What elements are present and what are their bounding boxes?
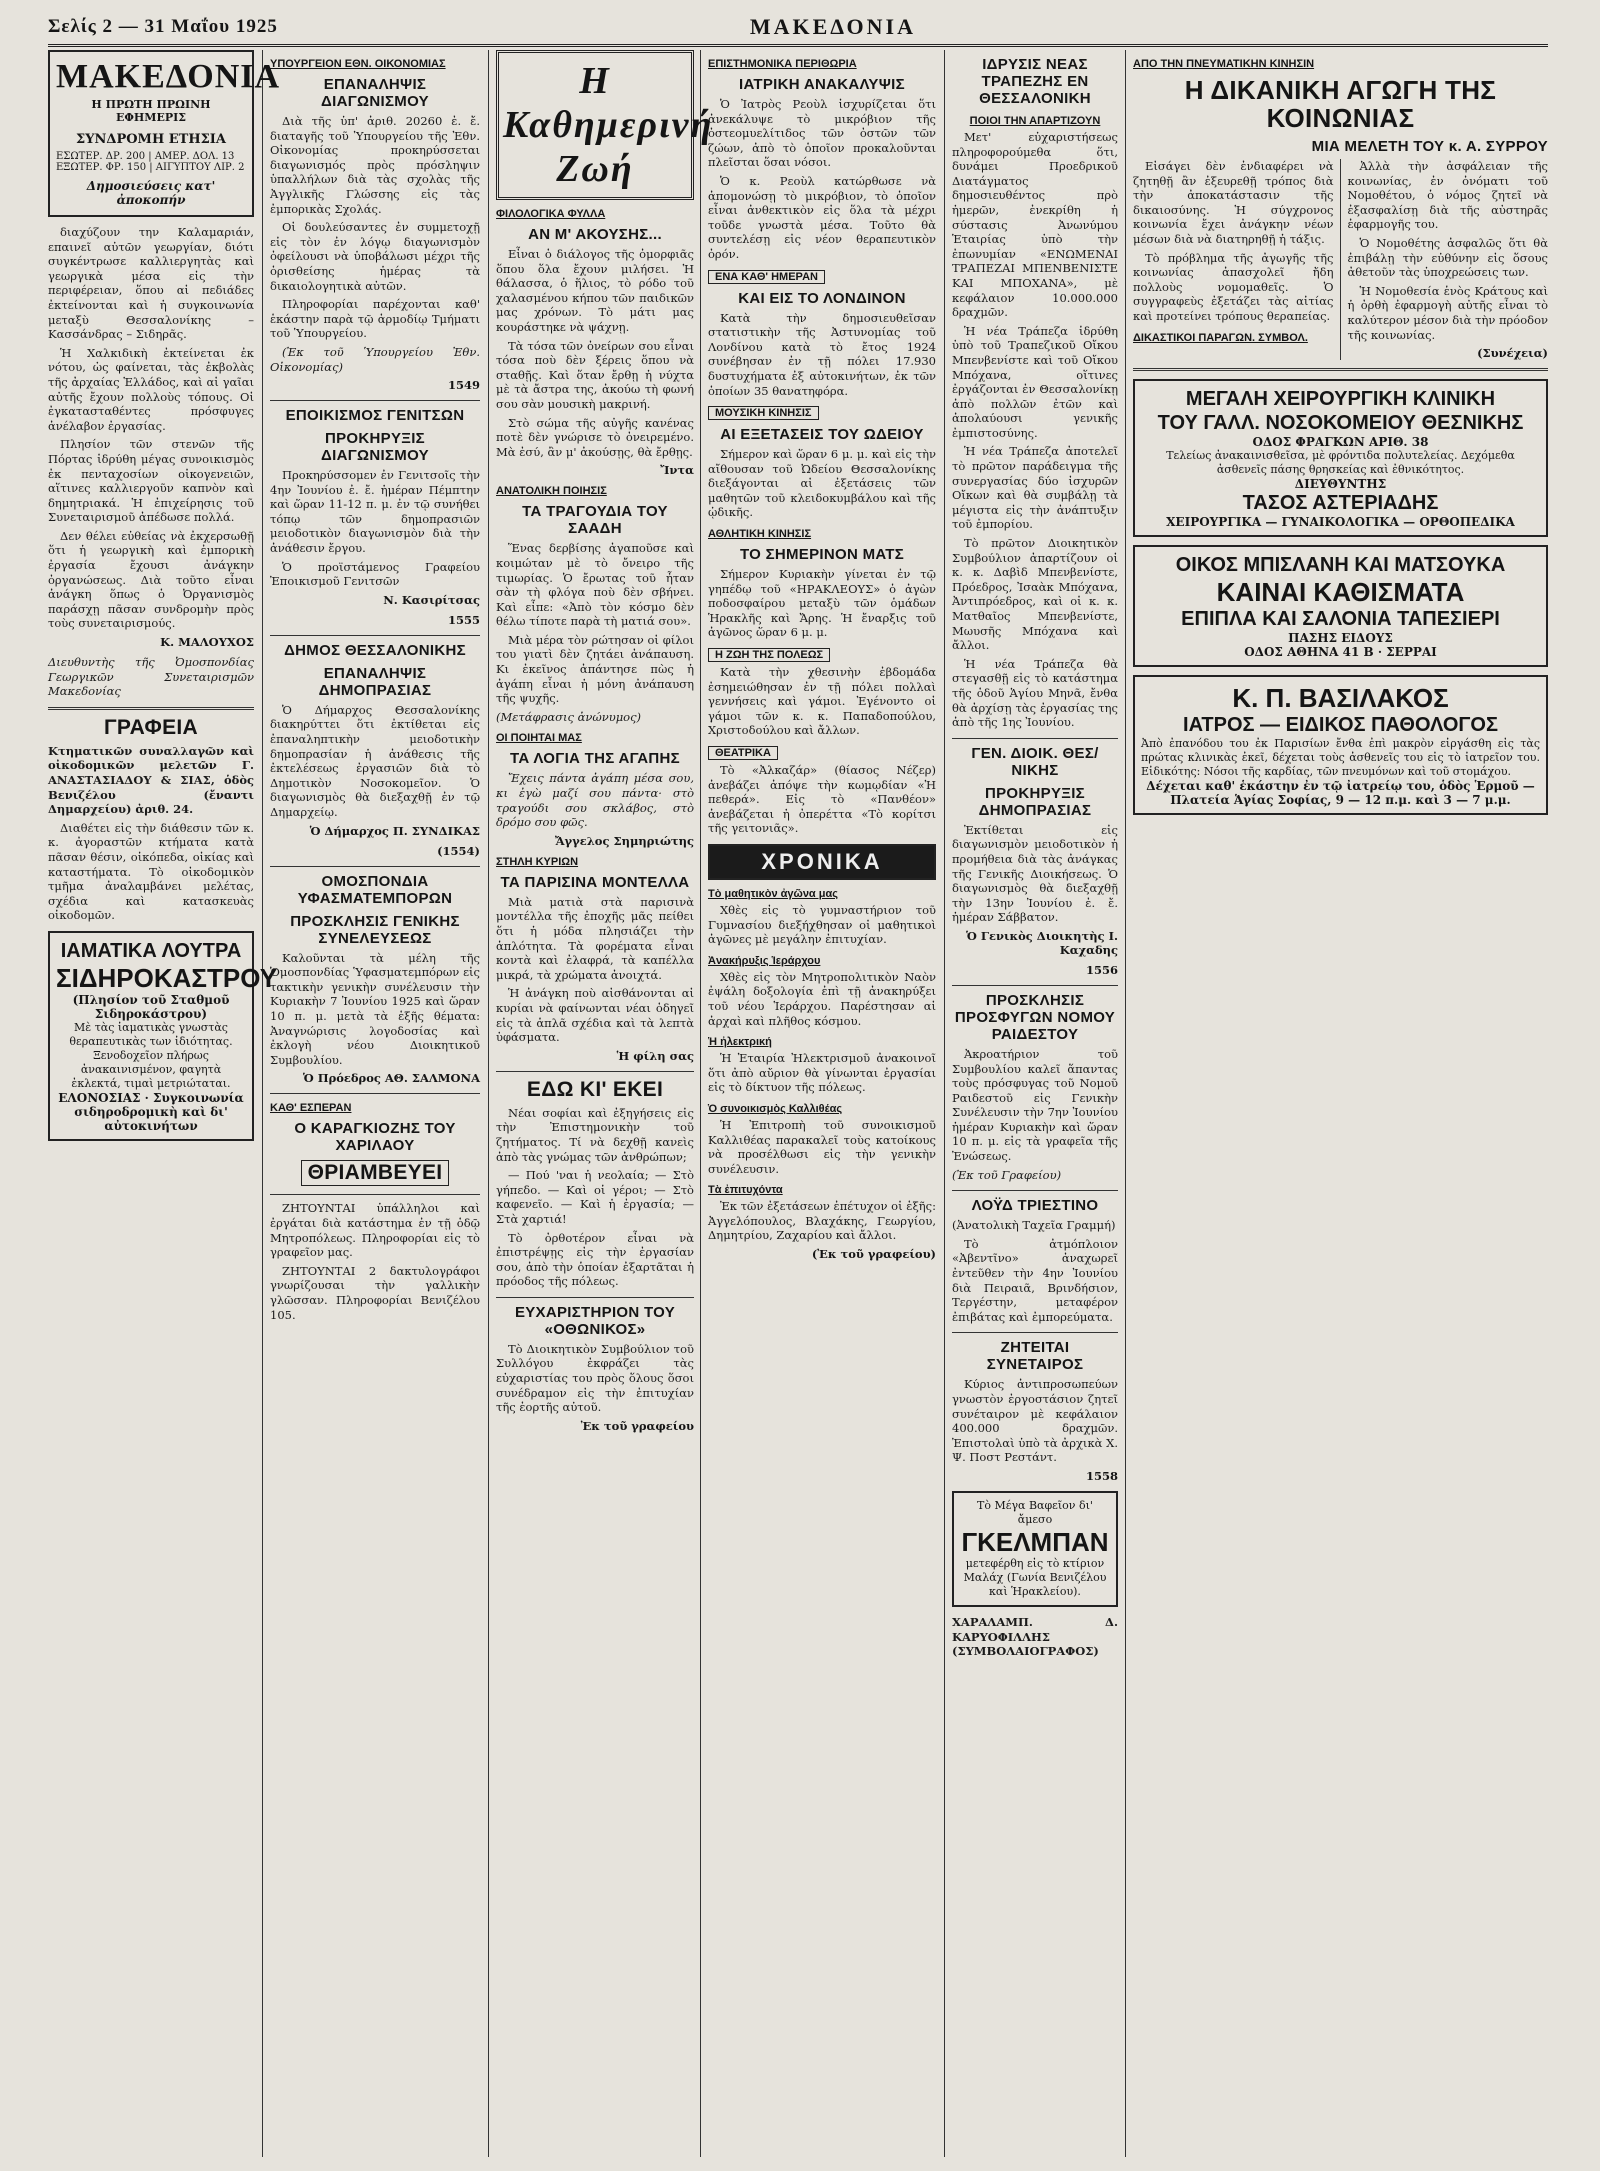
article-paragraph: Προκηρύσσομεν ἐν Γενιτσοῖς τὴν 4ην Ἰουνίου ἐ. ἔ. ἡμέραν Πέμπτην καὶ ὥραν 11-12 π. μ. ἐν τῷ συνήθει τόπῳ τῶν δημοπρασιῶν μειοδοτικὸν διαγωνισμὸν διὰ τὴν ἀνάθεσιν ἔργου. bbox=[270, 468, 480, 556]
news-item-title: Ἀνακήρυξις Ἱεράρχου bbox=[708, 954, 821, 967]
ad-subtitle: ΠΑΣΗΣ ΕΙΔΟΥΣ bbox=[1288, 631, 1393, 646]
article-paragraph: Τὸ πρῶτον Διοικητικὸν Συμβούλιον ἀπαρτίζουν οἱ κ. κ. Δαβὶδ Μπενβενίστε, Πρόεδρος, Ἰσαὰκ Μπόχανα, Ἀντιπρόεδρος, καὶ οἱ κ. κ. Ματθαῖος Μπενβενίστε, Μωυσῆς Μπόχανα καὶ ἄλλοι. bbox=[952, 536, 1118, 653]
page-label: Σελίς 2 — 31 Μαΐου 1925 bbox=[48, 16, 278, 37]
article-paragraph: Τὸ ἀτμόπλοιον «Ἀβεντῖνο» ἀναχωρεῖ ἐντεῦθεν τὴν 4ην Ἰουνίου διὰ Πειραιᾶ, Βρινδήσιον, Τεργέστην, μεταφέρον ἐπιβάτας καὶ ἐμπορεύματα. bbox=[952, 1236, 1118, 1324]
article-signature: Ἡ φίλη σας bbox=[616, 1048, 694, 1063]
nameplate bbox=[48, 50, 281, 217]
ad-subtitle: (Πλησίον τοῦ Σταθμοῦ Σιδηροκάστρου) bbox=[72, 992, 230, 1021]
ad-label: ΔΙΕΥΘΥΝΤΗΣ bbox=[1294, 477, 1387, 492]
column-4 bbox=[708, 50, 936, 2157]
article-paragraph: Ὁ Νομοθέτης ἀσφαλῶς ὅτι θὰ ἐπιβάλῃ τὴν εὐθύνην εἰς ὅσους ἀθετοῦν τὰς ὑποχρεώσεις των. bbox=[1347, 235, 1548, 280]
article-signature: Ὁ Γενικὸς Διοικητὴς Ι. Καχαδης bbox=[966, 928, 1118, 957]
article-paragraph: Ὁ Δήμαρχος Θεσσαλονίκης διακηρύττει ὅτι ἐκτίθεται εἰς ἐπαναληπτικὴν μειοδοτικὴν δημοπρασίαν ἡ ἀνάθεσις τῆς ἐκτελέσεως ἐργασιῶν διὰ τὸ Δημοτικὸν Νοσοκομεῖον. Ὁ διαγωνισμὸς θὰ διεξαχθῇ ἐν τῷ Δημαρχείῳ. bbox=[270, 702, 480, 819]
section-kicker: ΟΙ ΠΟΙΗΤΑΙ ΜΑΣ bbox=[496, 732, 582, 745]
article-signature: Ν. Κασιρίτσας bbox=[383, 592, 480, 607]
ad-name: ΓΚΕΛΜΠΑΝ bbox=[961, 1526, 1109, 1557]
article-paragraph: Ὁ Ἰατρὸς Ρεοὺλ ἰσχυρίζεται ὅτι ἀνεκάλυψε τὸ μικρόβιον τῆς ὀστεομυελίτιδος τῶν ὀστῶν τῶν ζώων, ἀπὸ τὸ ὁποῖον προκαλοῦνται πλεῖσται ὅσαι νόσοι. bbox=[708, 97, 936, 170]
article-headline: ΓΕΝ. ΔΙΟΙΚ. ΘΕΣ/ΝΙΚΗΣ bbox=[971, 744, 1099, 779]
article-paragraph: Διὰ τῆς ὑπ' ἀριθ. 20260 ἐ. ἔ. διαταγῆς τοῦ Ὑπουργείου τῆς Ἐθν. Οἰκονομίας προκηρύσσεται διαγωνισμός πρὸς πρόσληψιν ὑπαλλήλων διὰ τὰς σχολὰς τῆς Ἀγγλικῆς Γλώσσης εἰς τὰς ἐμπορικὰς Σχολάς. bbox=[270, 114, 480, 216]
ad-footer: ΧΕΙΡΟΥΡΓΙΚΑ — ΓΥΝΑΙΚΟΛΟΓΙΚΑ — ΟΡΘΟΠΕΔΙΚΑ bbox=[1166, 515, 1515, 530]
section-kicker bbox=[708, 648, 936, 662]
article-headline: Ο ΚΑΡΑΓΚΙΟΖΗΣ ΤΟΥ ΧΑΡΙΛΑΟΥ bbox=[294, 1120, 456, 1155]
boxed-kicker: ΕΝΑ ΚΑΘ' ΗΜΕΡΑΝ bbox=[708, 270, 825, 284]
subscription-line: ΕΣΩΤΕΡ. ΔΡ. 200 | ΑΜΕΡ. ΔΟΛ. 13 bbox=[56, 151, 235, 162]
article-body bbox=[1133, 159, 1548, 360]
furniture-ad bbox=[1133, 545, 1548, 667]
ad-name: Κ. Π. ΒΑΣΙΛΑΚΟΣ bbox=[1232, 683, 1449, 714]
ad-title: ΙΑΜΑΤΙΚΑ ΛΟΥΤΡΑ bbox=[60, 939, 242, 962]
article-source: (Ἐκ τοῦ Γραφείου) bbox=[952, 1167, 1062, 1182]
ad-title: ΜΕΓΑΛΗ ΧΕΙΡΟΥΡΓΙΚΗ ΚΛΙΝΙΚΗ bbox=[1185, 388, 1496, 411]
article-paragraph: Τὸ ὀρθοτέρον εἶναι νὰ ἐπιστρέψῃς εἰς τὴν ἐργασίαν σου, ἀπὸ τὴν ὁποίαν ἐξαρτᾶται ἡ πρόοδος τῆς πόλεως. bbox=[496, 1230, 694, 1289]
ad-text: Ἀπὸ ἐπανόδου του ἐκ Παρισίων ἔνθα ἐπὶ μακρὸν εἰργάσθη εἰς τὰς πρώτας κλινικὰς ἐκεῖ, δέχεται τοὺς ἀσθενεῖς του εἰς τὸ ἰατρεῖον του. Εἰδικότης: Νόσοι τῆς καρδίας, τῶν πνευμόνων καὶ τοῦ στομάχου. bbox=[1141, 737, 1540, 779]
news-item-title: Ὁ συνοικισμὸς Καλλιθέας bbox=[708, 1102, 843, 1115]
boxed-headline: ΘΡΙΑΜΒΕΥΕΙ bbox=[301, 1160, 450, 1186]
section-kicker bbox=[708, 406, 936, 420]
dyeworks-ad bbox=[952, 1491, 1118, 1607]
article-headline: ΖΗΤΕΙΤΑΙ ΣΥΝΕΤΑΙΡΟΣ bbox=[986, 1339, 1084, 1374]
ad-signature: ΧΑΡΑΛΑΜΠ. Δ. ΚΑΡΥΟΦΙΛΛΗΣ (ΣΥΜΒΟΛΑΙΟΓΡΑΦΟΣ) bbox=[952, 1614, 1118, 1659]
news-item-title: Ἡ ἠλεκτρική bbox=[708, 1036, 772, 1049]
article-headline: ΑΝ Μ' ΑΚΟΥΣΗΣ... bbox=[528, 226, 662, 243]
article-paragraph: Ἡ ἀνάγκη ποὺ αἰσθάνονται αἱ κυρίαι νὰ φαίνωνται νέαι ὁδηγεῖ εἰς τὰ ἁπλᾶ σχέδια καὶ τὰ λεπτὰ ὑφάσματα. bbox=[496, 986, 694, 1045]
divider bbox=[952, 985, 1118, 986]
section-banner: ΧΡΟΝΙΚΑ bbox=[708, 844, 936, 880]
article-signature: Κ. ΜΑΛΟΥΧΟΣ bbox=[160, 635, 254, 650]
classified-ad: ΖΗΤΟΥΝΤΑΙ ὑπάλληλοι καὶ ἐργάται διὰ κατάστημα ἐν τῇ ὁδῷ Μητροπόλεως. Πληροφορίαι εἰς τὸ γραφεῖον μας. bbox=[270, 1201, 480, 1260]
masthead bbox=[48, 10, 1548, 47]
article-paragraph: Ἐκτίθεται εἰς διαγωνισμὸν μειοδοτικὸν ἡ προμήθεια διὰ τὰς ἀνάγκας τῆς Γενικῆς Διοικήσεως. Ὁ διαγωνισμὸς θὰ διεξαχθῇ τὴν 13ην Ἰουνίου ἐ. ἔ. ἡμέραν Σάββατον. bbox=[952, 822, 1118, 925]
divider bbox=[270, 866, 480, 867]
article-paragraph: Τὸ πρόβλημα τῆς ἀγωγῆς τῆς κοινωνίας ἀπασχολεῖ ἤδη πολλοὺς νομομαθεῖς. Ὁ συγγραφεὺς ἐξετάζει τὰς αἰτίας καὶ προτείνει τρόπους θεραπείας. bbox=[1133, 250, 1334, 323]
article-paragraph: Τὰ τόσα τῶν ὀνείρων σου εἶναι τόσα ποὺ δὲν ξέρεις ὅπου νὰ σταθῇς. Καὶ ὅταν ἔρθῃ ἡ νύχτα μὲ τὰ ἄστρα της, ἀκούω τὴ φωνή σου σὰν μουσικὴ μακρινή. bbox=[496, 338, 694, 411]
article-headline bbox=[270, 1160, 480, 1186]
ad-footer: ΕΛΟΝΟΣΙΑΣ · Συγκοινωνία σιδηροδρομικὴ καὶ δι' αὐτοκινήτων bbox=[58, 1090, 244, 1133]
article-paragraph: Σήμερον καὶ ὥραν 6 μ. μ. καὶ εἰς τὴν αἴθουσαν τοῦ Ὠδείου Θεσσαλονίκης διεξάγονται αἱ ἐξετάσεις τῶν μαθητῶν τοῦ κλειδοκυμβάλου καὶ τῆς ᾠδικῆς. bbox=[708, 447, 936, 520]
notice-number: 1558 bbox=[1085, 1468, 1118, 1483]
masthead-title: ΜΑΚΕΔΟΝΙΑ bbox=[749, 14, 916, 39]
boxed-kicker: ΜΟΥΣΙΚΗ ΚΙΝΗΣΙΣ bbox=[708, 406, 819, 420]
article-headline: ΔΗΜΟΣ ΘΕΣΣΑΛΟΝΙΚΗΣ bbox=[284, 641, 466, 659]
article-signature: Ἄγγελος Σημηριώτης bbox=[554, 833, 694, 848]
article-paragraph: Κατὰ τὴν χθεσινὴν ἐβδομάδα ἐσημειώθησαν ἐν τῇ πόλει πολλαὶ γεννήσεις καὶ γάμοι. Ἐγένοντο οἱ γάμοι τῶν κ. κ. Παπαδοπούλου, Χριστοδούλου καὶ ἄλλων. bbox=[708, 665, 936, 738]
article-subheadline: ΠΟΙΟΙ ΤΗΝ ΑΠΑΡΤΙΖΟΥΝ bbox=[969, 115, 1101, 127]
article-signature: (Ἐκ τοῦ γραφείου) bbox=[811, 1247, 936, 1262]
news-item-text: Χθὲς εἰς τὸ γυμναστήριον τοῦ Γυμνασίου διεξήχθησαν οἱ μαθητικοὶ ἀγῶνες μὲ μεγάλην ἐπιτυχίαν. bbox=[708, 902, 936, 947]
ad-text: Τελείως ἀνακαινισθεῖσα, μὲ φρόντιδα πολυτελείας. Δεχόμεθα ἀσθενεῖς πάσης θρησκείας καὶ ἐθνικότητος. bbox=[1166, 449, 1515, 477]
ad-pretext: Τὸ Μέγα Βαφεῖον δι' ἄμεσο bbox=[977, 1498, 1093, 1526]
article-paragraph: Εἶναι ὁ διάλογος τῆς ὀμορφιᾶς ὅπου ὅλα ἔχουν μιλήσει. Ἡ θάλασσα, ὁ ἥλιος, τὸ ρόδο τοῦ χαλασμένου κήπου τῶν παιδικῶν μας χρόνων. Τὸ μάτι μας κουράστηκε νὰ ψάχνῃ. bbox=[496, 247, 694, 334]
ad-name: ΣΙΔΗΡΟΚΑΣΤΡΟΥ bbox=[56, 962, 278, 993]
article-paragraph: Ἡ νέα Τράπεζα ἀποτελεῖ τὸ πρῶτον παράδειγμα τῆς συνεργασίας δύο ἰσχυρῶν Οἴκων καὶ θὰ συμβάλῃ τὰ μέγιστα εἰς τὴν ἀνάπτυξιν τοῦ ἐμπορίου. bbox=[952, 444, 1118, 532]
divider bbox=[952, 1332, 1118, 1333]
section-kicker: ΣΤΗΛΗ ΚΥΡΙΩΝ bbox=[496, 855, 579, 868]
divider bbox=[496, 1071, 694, 1072]
article-source: (Ἐκ τοῦ Ὑπουργείου Ἐθν. Οἰκονομίας) bbox=[270, 344, 480, 374]
news-item-text: Ἡ Ἐπιτροπὴ τοῦ συνοικισμοῦ Καλλιθέας παρακαλεῖ τοὺς κατοίκους νὰ προσέλθωσι εἰς τὴν γενικὴν συνέλευσιν. bbox=[708, 1117, 936, 1176]
divider bbox=[270, 635, 480, 636]
article-paragraph: Τὸ Διοικητικὸν Συμβούλιον τοῦ Συλλόγου ἐκφράζει τὰς εὐχαριστίας του πρὸς ὅλους ὅσοι συνέδραμον εἰς τὴν ἐπιτυχίαν τῆς ἑορτῆς αὐτοῦ. bbox=[496, 1341, 694, 1415]
ad-text: μετεφέρθη εἰς τὸ κτίριον Μαλάχ (Γωνία Βενιζέλου καὶ Ἡρακλείου). bbox=[963, 1556, 1107, 1598]
article-signature: Ἐκ τοῦ γραφείου bbox=[580, 1418, 694, 1433]
article-paragraph: Μιὰ μέρα τὸν ρώτησαν οἱ φίλοι του γιατὶ δὲν ζητάει ἀνάπαυση. Κι ἐκεῖνος ἀπάντησε πὼς ἡ ἀγάπη εἶναι ἡ μόνη ἀνάπαυση τῆς ψυχῆς. bbox=[496, 632, 694, 706]
article-paragraph: Ὁ κ. Ρεοὺλ κατώρθωσε νὰ ἀπομονώσῃ τὸ μικρόβιον, τὸ ὁποῖον εἶναι ἀνθεκτικὸν εἰς ὅλα τὰ μέχρι τοῦδε γνωστὰ μέσα. Τοῦτο θὰ συντελέσῃ εἰς νέον θεραπευτικὸν ὀρόν. bbox=[708, 173, 936, 261]
ad-address: ΟΔΟΣ ΑΘΗΝΑ 41 Β · ΣΕΡΡΑΙ bbox=[1244, 645, 1437, 660]
ad-text: Διαθέτει εἰς τὴν διάθεσιν τῶν κ. κ. ἀγοραστῶν κτήματα κατὰ πᾶσαν θέσιν, οἰκόπεδα, οἰκίας καὶ καταστήματα. Τὸ οἰκοδομικὸν τμῆμα ἀναλαμβάνει μελέτας, σχέδια καὶ κατασκευὰς οἰκοδομῶν. bbox=[48, 820, 254, 923]
ad-name: ΚΑΙΝΑΙ ΚΑΘΙΣΜΑΤΑ bbox=[1216, 577, 1465, 608]
section-kicker: ΑΘΛΗΤΙΚΗ ΚΙΝΗΣΙΣ bbox=[708, 528, 812, 541]
section-kicker: ΕΠΙΣΤΗΜΟΝΙΚΑ ΠΕΡΙΘΩΡΙΑ bbox=[708, 58, 857, 70]
article-paragraph: Καλοῦνται τὰ μέλη τῆς Ὁμοσπονδίας Ὑφασματεμπόρων εἰς τακτικὴν γενικὴν συνέλευσιν τὴν Κυριακὴν 7 Ἰουνίου 1925 καὶ ὥραν 10 π. μ. μετὰ τὰ ἑξῆς θέματα: Ἀναγνώρισις λογοδοσίας καὶ ἐκλογὴ νέου Διοικητικοῦ Συμβουλίου. bbox=[270, 950, 480, 1067]
article-headline: ΕΠΑΝΑΛΗΨΙΣ ΔΙΑΓΩΝΙΣΜΟΥ bbox=[321, 76, 429, 110]
article-paragraph: Νέαι σοφίαι καὶ ἐξηγήσεις εἰς τὴν Ἐπιστημονικὴν τοῦ ζητήματος. Τί νὰ δεχθῇ κανεὶς ἀπὸ τὰς γνώμας τῶν ἀνθρώπων; bbox=[496, 1105, 694, 1164]
article-paragraph: Ἕνας δερβίσης ἀγαποῦσε καὶ κοιμώταν μὲ τὸ ὄνειρο τῆς τιμωρίας. Ὁ ἔρωτας τοῦ ἦταν σὰν τὴ φλόγα ποὺ δὲν σβήνει. Καὶ εἶπε: «Ἀπὸ τὸν κόσμο δὲν θέλω τίποτε παρὰ τὴ ματιά σου». bbox=[496, 541, 694, 629]
boxed-kicker: ΘΕΑΤΡΙΚΑ bbox=[708, 746, 778, 760]
article-source: (Μετάφρασις ἀνώνυμος) bbox=[496, 709, 642, 724]
article-paragraph: Μετ' εὐχαριστήσεως πληροφορούμεθα ὅτι, δυνάμει Προεδρικοῦ Διατάγματος δημοσιευθέντος πρὸ ἡμερῶν, ἐνεκρίθη ἡ σύστασις Ἀνωνύμου Ἑταιρίας ὑπὸ τὴν ἐπωνυμίαν «ΕΝΩΜΕΝΑΙ ΤΡΑΠΕΖΑΙ ΜΠΕΝΒΕΝΙΣΤΕ ΚΑΙ ΜΠΟΧΑΝΑ», μὲ κεφάλαιον 10.000.000 δραχμῶν. bbox=[952, 130, 1118, 320]
doctor-ad bbox=[1133, 675, 1548, 815]
news-item-text: Ἐκ τῶν ἐξετάσεων ἐπέτυχον οἱ ἑξῆς: Ἀγγελόπουλος, Βλαχάκης, Γεωργίου, Δημητρίου, Ζαχαρίου καὶ ἄλλοι. bbox=[708, 1199, 936, 1243]
ad-footer: Δέχεται καθ' ἑκάστην ἐν τῷ ἰατρείῳ του, ὁδὸς Ἑρμοῦ — Πλατεία Ἁγίας Σοφίας, 9 — 12 π.μ. καὶ 3 — 7 μ.μ. bbox=[1146, 779, 1535, 808]
ad-title: ΙΑΤΡΟΣ — ΕΙΔΙΚΟΣ ΠΑΘΟΛΟΓΟΣ bbox=[1183, 714, 1498, 737]
nameplate-note: Δημοσιεύσεις κατ' ἀποκοπήν bbox=[86, 179, 216, 207]
article-subheadline: ΕΠΑΝΑΛΗΨΙΣ ΔΗΜΟΠΡΑΣΙΑΣ bbox=[318, 664, 432, 699]
nameplate-title: ΜΑΚΕΔΟΝΙΑ bbox=[56, 58, 281, 95]
article-paragraph: Στὸ σώμα τῆς αὐγῆς κανένας ποτὲ δὲν γνώρισε τὸ ὀνειρεμένο. Μὰ ἐσύ, ἂν μ' ἀκούσῃς, θὰ ἔρθῃς. bbox=[496, 415, 694, 459]
article-paragraph: Ἀλλὰ τὴν ἀσφάλειαν τῆς κοινωνίας, ἐν ὀνόματι τοῦ Νομοθέτου, ὁ νόμος ζητεῖ νὰ ἐξασφαλίσῃ διὰ τῆς αὐστηρᾶς ἐφαρμογῆς του. bbox=[1347, 159, 1548, 232]
article-headline: ΕΥΧΑΡΙΣΤΗΡΙΟΝ ΤΟΥ «ΟΘΩΝΙΚΟΣ» bbox=[514, 1303, 676, 1338]
section-kicker bbox=[708, 270, 936, 284]
article-headline: ΠΡΟΣΚΛΗΣΙΣ ΠΡΟΣΦΥΓΩΝ ΝΟΜΟΥ ΡΑΙΔΕΣΤΟΥ bbox=[954, 991, 1116, 1043]
article-paragraph: Τὸ «Ἀλκαζάρ» (θίασος Νέζερ) ἀνεβάζει ἀπόψε τὴν κωμῳδίαν «Ἡ πεθερά». Εἰς τὸ «Πανθέον» ἀνεβάζεται ἡ ὀπερέττα «Τὸ κορίτσι τῆς γειτονιᾶς». bbox=[708, 763, 936, 836]
article-paragraph: Κατὰ τὴν δημοσιευθεῖσαν στατιστικὴν τῆς Ἀστυνομίας τοῦ Λονδίνου κατὰ τὸ ἔτος 1924 συνέβησαν ἐν τῇ πόλει 17.930 δυστυχήματα ἐξ αὐτοκινήτων, ἐκ τῶν ὁποίων 35 θανατηφόρα. bbox=[708, 310, 936, 398]
poem: Ἔχεις πάντα ἀγάπη μέσα σου, κι ἐγὼ μαζί σου πάντα· στὸ τραγούδι σου σκλάβος, στὸ δρόμο σου φῶς. bbox=[496, 771, 694, 830]
ad-title: ΟΙΚΟΣ ΜΠΙΣΛΑΝΗ ΚΑΙ ΜΑΤΣΟΥΚΑ bbox=[1175, 554, 1506, 577]
ad-title: ΕΠΙΠΛΑ ΚΑΙ ΣΑΛΟΝΙΑ ΤΑΠΕΣΙΕΡΙ bbox=[1181, 608, 1500, 631]
subscription-title: ΣΥΝΔΡΟΜΗ ΕΤΗΣΙΑ bbox=[76, 132, 226, 147]
article-paragraph: Ὁ προϊστάμενος Γραφείου Ἐποικισμοῦ Γενιτσῶν bbox=[270, 559, 480, 589]
article-paragraph: Μιὰ ματιὰ στὰ παρισινὰ μοντέλλα τῆς ἐποχῆς μᾶς πείθει ὅτι ἡ μόδα πλησιάζει τὴν ἁπλότητα. Τὰ φορέματα εἶναι κοντὰ καὶ ἐλαφρά, τὰ καπέλλα μικρά, τὰ χρώματα ἀνοιχτά. bbox=[496, 894, 694, 982]
divider bbox=[952, 1190, 1118, 1191]
article-paragraph: Ἡ Νομοθεσία ἑνὸς Κράτους καὶ ἡ ὀρθὴ ἐφαρμογὴ αὐτῆς εἶναι τὸ καλύτερον μέσον διὰ τὴν πρόοδον τῆς κοινωνίας. bbox=[1347, 283, 1548, 342]
article-paragraph: — Πού 'ναι ἡ νεολαία; — Στὸ γήπεδο. — Καὶ οἱ γέροι; — Στὸ καφενεῖο. — Καὶ ἡ ἐργασία; — Στὰ χαρτιά! bbox=[496, 1168, 694, 1226]
ad-heading: ΓΡΑΦΕΙΑ bbox=[103, 715, 199, 739]
baths-ad bbox=[48, 931, 278, 1141]
article-paragraph: Πληροφορίαι παρέχονται καθ' ἑκάστην παρὰ τῷ ἁρμοδίῳ Τμήματι τοῦ Ὑπουργείου. bbox=[270, 297, 480, 341]
article-subheadline: (Ἀνατολικὴ Ταχεῖα Γραμμή) bbox=[952, 1218, 1116, 1233]
divider bbox=[270, 1194, 480, 1195]
news-item-title: Τὸ μαθητικὸν ἀγῶνα μας bbox=[708, 887, 838, 900]
article-signature: Ὁ Πρόεδρος ΑΘ. ΣΑΛΜΟΝΑ bbox=[302, 1071, 480, 1086]
article-headline: ΑΙ ΕΞΕΤΑΣΕΙΣ ΤΟΥ ΩΔΕΙΟΥ bbox=[720, 426, 924, 444]
article-subheadline: ΠΡΟΚΗΡΥΞΙΣ ΔΗΜΟΠΡΑΣΙΑΣ bbox=[978, 784, 1092, 819]
news-item-title: Τὰ ἐπιτυχόντα bbox=[708, 1184, 783, 1197]
divider bbox=[1133, 368, 1548, 371]
article-paragraph: Ἀκροατήριον τοῦ Συμβουλίου καλεῖ ἅπαντας τοὺς πρόσφυγας τοῦ Νομοῦ Ραιδεστοῦ εἰς Γενικὴν Συνέλευσιν τὴν 7ην Ἰουνίου ἡμέραν Κυριακὴν καὶ ὥραν 10 π. μ. εἰς τὰ γραφεῖα τῆς Ἐνώσεως. bbox=[952, 1046, 1118, 1164]
signature-role: Διευθυντὴς τῆς Ὀμοσπονδίας Γεωργικῶν Συνεταιρισμῶν Μακεδονίας bbox=[48, 655, 254, 699]
article-headline: ΤΟ ΣΗΜΕΡΙΝΟΝ ΜΑΤΣ bbox=[739, 546, 905, 564]
article-headline: ΤΑ ΛΟΓΙΑ ΤΗΣ ΑΓΑΠΗΣ bbox=[510, 750, 680, 768]
section-kicker bbox=[708, 746, 936, 760]
notice-number: (1554) bbox=[437, 843, 480, 858]
article-paragraph: διαχύζουν την Καλαμαριάν, επαινεῖ αὐτῶν γεωργίαν, διότι συγκέντρωσε καλλιεργητὰς καὶ γεωργικὰ μέσα εἰς τὴν περιφέρειαν, ὅπου αἱ πεδιάδες ἐκτείνονται καὶ ἡ συγκοινωνία μεταξὺ Θεσσαλονίκης – Κασσάνδρας – Σιδηρᾶς. bbox=[48, 225, 254, 342]
article-paragraph: Σήμερον Κυριακὴν γίνεται ἐν τῷ γηπέδῳ τοῦ «ΗΡΑΚΛΕΟΥΣ» ὁ ἀγὼν ποδοσφαίρου μεταξὺ τῶν ὁμάδων Ἡρακλῆς καὶ Ἄρης. Ἡ ἔναρξις τοῦ ἀγῶνος ὥραν 6 μ. μ. bbox=[708, 567, 936, 640]
section-kicker: ΚΑΘ' ΕΣΠΕΡΑΝ bbox=[270, 1102, 352, 1115]
section-banner: Η Καθημερινή Ζωή bbox=[496, 50, 694, 200]
section-kicker: ΦΙΛΟΛΟΓΙΚΑ ΦΥΛΛΑ bbox=[496, 208, 606, 220]
article-paragraph: Ἡ νέα Τράπεζα θὰ στεγασθῇ εἰς τὸ κατάστημα τῆς ὁδοῦ Ἁγίου Μηνᾶ, ἔνθα θὰ ἀρχίσῃ τὰς ἐργασίας της ἀπὸ τῆς 1ης Ἰουνίου. bbox=[952, 656, 1118, 730]
classified-ad: ΖΗΤΟΥΝΤΑΙ 2 δακτυλογράφοι γνωρίζουσαι τὴν γαλλικὴν γλῶσσαν. Πληροφορίαι Βενιζέλου 105. bbox=[270, 1263, 480, 1322]
clinic-ad bbox=[1133, 379, 1548, 537]
article-headline: ΕΔΩ ΚΙ' ΕΚΕΙ bbox=[526, 1077, 664, 1101]
column-rule bbox=[944, 50, 945, 2157]
ad-text: Μὲ τὰς ἰαματικὰς γνωστὰς θεραπευτικὰς των ἰδιότητας. Ξενοδοχεῖον πλήρως ἀνακαινισμένον, φαγητὰ ἐκλεκτά, τιμαὶ μετριώταται. bbox=[69, 1020, 233, 1090]
divider bbox=[496, 1297, 694, 1298]
column-1 bbox=[48, 50, 281, 2157]
ad-address: ΟΔΟΣ ΦΡΑΓΚΩΝ ΑΡΙΘ. 38 bbox=[1252, 435, 1429, 450]
news-item-text: Ἡ Ἑταιρία Ἠλεκτρισμοῦ ἀνακοινοῖ ὅτι ἀπὸ αὔριον θὰ γίνωνται ἐργασίαι εἰς τὸ δίκτυον τῆς πόλεως. bbox=[708, 1051, 936, 1095]
article-headline: ΤΑ ΤΡΑΓΟΥΔΙΑ ΤΟΥ ΣΑΑΔΗ bbox=[522, 503, 668, 538]
subscription-line: ΕΞΩΤΕΡ. ΦΡ. 150 | ΑΙΓΥΠΤΟΥ ΛΙΡ. 2 bbox=[56, 162, 245, 173]
article-subheadline: ΜΙΑ ΜΕΛΕΤΗ ΤΟΥ κ. Α. ΣΥΡΡΟΥ bbox=[1311, 138, 1548, 155]
article-headline: ΛΟΫΔ ΤΡΙΕΣΤΙΝΟ bbox=[971, 1197, 1099, 1215]
article-paragraph: Πλησίον τῶν στενῶν τῆς Πόρτας ἱδρύθη μέγας συνοικισμὸς ἐκ πενταχοσίων οἰκογενειῶν, αἵτινες καλλιεργοῦν καπνὸν καὶ δημητριακά. Ἡ ἐπιχείρησις τοῦ Συνεταιρισμοῦ ἀπέδωσε πολλά. bbox=[48, 437, 254, 525]
divider bbox=[270, 400, 480, 401]
section-kicker: ΑΠΟ ΤΗΝ ΠΝΕΥΜΑΤΙΚΗΝ ΚΙΝΗΣΙΝ bbox=[1133, 58, 1315, 70]
ad-subheading: Κτηματικῶν συναλλαγῶν καὶ οἰκοδομικῶν μελετῶν Γ. ΑΝΑΣΤΑΣΙΑΔΟΥ & ΣΙΑΣ, ὁδὸς Βενιζέλου (ἔναντι Δημαρχείου) ἀριθ. 24. bbox=[48, 743, 254, 817]
section-kicker: ΥΠΟΥΡΓΕΙΟΝ ΕΘΝ. ΟΙΚΟΝΟΜΙΑΣ bbox=[270, 58, 446, 70]
article-paragraph: Ἡ Χαλκιδικὴ ἐκτείνεται ἐκ νότου, ὡς φαίνεται, τὰς ἐκβολὰς τῆς ἀρχαίας Ἑλλάδος, καὶ αἱ γαῖαι αὐτῆς ἔχουν πολλοὺς τόπους. Οἱ ἐγκατασταθέντες πρόσφυγες ἀνέλαβον ἐργασίας. bbox=[48, 345, 254, 433]
article-headline: Η ΔΙΚΑΝΙΚΗ ΑΓΩΓΗ ΤΗΣ ΚΟΙΝΩΝΙΑΣ bbox=[1184, 75, 1497, 133]
article-paragraph: Εἰσάγει δὲν ἐνδιαφέρει νὰ ζητηθῇ ἂν ἐξευρεθῇ τρόπος διὰ τὴν ἀποκατάστασιν τῆς δικαιοσύνης. Ἡ σύγχρονος κοινωνία ἔχει ἀνάγκην νέων μέσων διὰ νὰ διατηρηθῇ ἡ τάξις. bbox=[1133, 159, 1334, 246]
ad-name: ΤΑΣΟΣ ΑΣΤΕΡΙΑΔΗΣ bbox=[1242, 492, 1439, 515]
article-signature: Ὁ Δήμαρχος Π. ΣΥΝΔΙΚΑΣ bbox=[309, 823, 480, 838]
nameplate-subtitle: Η ΠΡΩΤΗ ΠΡΩΙΝΗ ΕΦΗΜΕΡΙΣ bbox=[91, 98, 211, 124]
classified-ad: Κύριος ἀντιπροσωπεύων γνωστὸν ἐργοστάσιον ζητεῖ συνέταιρον μὲ κεφάλαιον 400.000 δραχμῶν. Ἐπιστολαὶ ὑπὸ τὰ ἀρχικὰ Χ. Ψ. Ποστ Ρεστάντ. bbox=[952, 1377, 1118, 1465]
notice-number: 1556 bbox=[1085, 962, 1118, 977]
divider bbox=[270, 1093, 480, 1094]
section-kicker: ΔΙΚΑΣΤΙΚΟΙ ΠΑΡΑΓΩΝ. ΣΥΜΒΟΛ. bbox=[1133, 331, 1308, 344]
article-subheadline: ΠΡΟΣΚΛΗΣΙΣ ΓΕΝΙΚΗΣ ΣΥΝΕΛΕΥΣΕΩΣ bbox=[290, 912, 460, 947]
ad-title: ΤΟΥ ΓΑΛΛ. ΝΟΣΟΚΟΜΕΙΟΥ ΘΕΣΝΙΚΗΣ bbox=[1157, 412, 1524, 435]
column-rule bbox=[488, 50, 489, 2157]
article-paragraph: Ἡ νέα Τράπεζα ἱδρύθη ὑπὸ τοῦ Τραπεζικοῦ Οἴκου Μπενβενίστε καὶ τοῦ Οἴκου Μπόχανα, οἵτινες ἐργάζονται ἐν Θεσσαλονίκῃ ἀπὸ πολλῶν ἐτῶν καὶ ἀπολαύουσι γενικῆς ἐμπιστοσύνης. bbox=[952, 323, 1118, 440]
column-6 bbox=[1133, 50, 1548, 2157]
section-kicker: ΑΝΑΤΟΛΙΚΗ ΠΟΙΗΣΙΣ bbox=[496, 485, 607, 498]
article-subheadline: ΠΡΟΚΗΡΥΞΙΣ ΔΙΑΓΩΝΙΣΜΟΥ bbox=[321, 430, 429, 465]
column-rule bbox=[700, 50, 701, 2157]
column-rule bbox=[262, 50, 263, 2157]
article-headline: ΚΑΙ ΕΙΣ ΤΟ ΛΟΝΔΙΝΟΝ bbox=[738, 289, 906, 307]
column-3 bbox=[496, 50, 714, 2157]
boxed-kicker: Η ΖΩΗ ΤΗΣ ΠΟΛΕΩΣ bbox=[708, 648, 830, 662]
article-headline: ΤΑ ΠΑΡΙΣΙΝΑ ΜΟΝΤΕΛΛΑ bbox=[500, 873, 690, 891]
article-headline: ΟΜΟΣΠΟΝΔΙΑ ΥΦΑΣΜΑΤΕΜΠΟΡΩΝ bbox=[297, 872, 453, 907]
article-signature: Ἴντα bbox=[660, 463, 694, 478]
notice-number: 1549 bbox=[447, 378, 480, 393]
article-headline: ΙΔΡΥΣΙΣ ΝΕΑΣ ΤΡΑΠΕΖΗΣ ΕΝ ΘΕΣΣΑΛΟΝΙΚΗ bbox=[979, 56, 1091, 107]
news-item-text: Χθὲς εἰς τὸν Μητροπολιτικὸν Ναὸν ἐψάλη δοξολογία ἐπὶ τῇ ἀνακηρύξει τοῦ νέου Ἱεράρχου. Παρέστησαν αἱ ἀρχαὶ καὶ πλῆθος κόσμου. bbox=[708, 969, 936, 1028]
column-5 bbox=[952, 50, 1118, 2157]
column-2 bbox=[270, 50, 480, 2157]
article-paragraph: Οἱ δουλεύσαντες ἐν συμμετοχῇ εἰς τὸν ἐν λόγῳ διαγωνισμὸν ὀφείλουσι νὰ ὑποβάλωσι μέχρι τῆς ὁρισθείσης ἡμέρας τὰ δικαιολογητικὰ αὐτῶν. bbox=[270, 220, 480, 293]
notice-number: 1555 bbox=[447, 612, 480, 627]
article-paragraph: Δεν θέλει εὐθείας νὰ ἐκχερσωθῇ ὅτι ἡ γεωργικὴ καὶ ἐμπορικὴ ἐργασία ἔχουσι ἀνάγκην ὀργανώσεως. Διὰ τοῦτο εἶναι ἀνάγκη ὅπως ὁ Ὀργανισμὸς παράσχῃ πᾶσαν συνδρομὴν πρὸς τοὺς συνεταιρισμούς. bbox=[48, 528, 254, 631]
article-signature: (Συνέχεια) bbox=[1477, 346, 1548, 361]
divider bbox=[48, 707, 254, 710]
column-rule bbox=[1125, 50, 1126, 2157]
divider bbox=[952, 738, 1118, 739]
article-headline: ΙΑΤΡΙΚΗ ΑΝΑΚΑΛΥΨΙΣ bbox=[739, 76, 905, 93]
article-headline: ΕΠΟΙΚΙΣΜΟΣ ΓΕΝΙΤΣΩΝ bbox=[285, 407, 465, 425]
